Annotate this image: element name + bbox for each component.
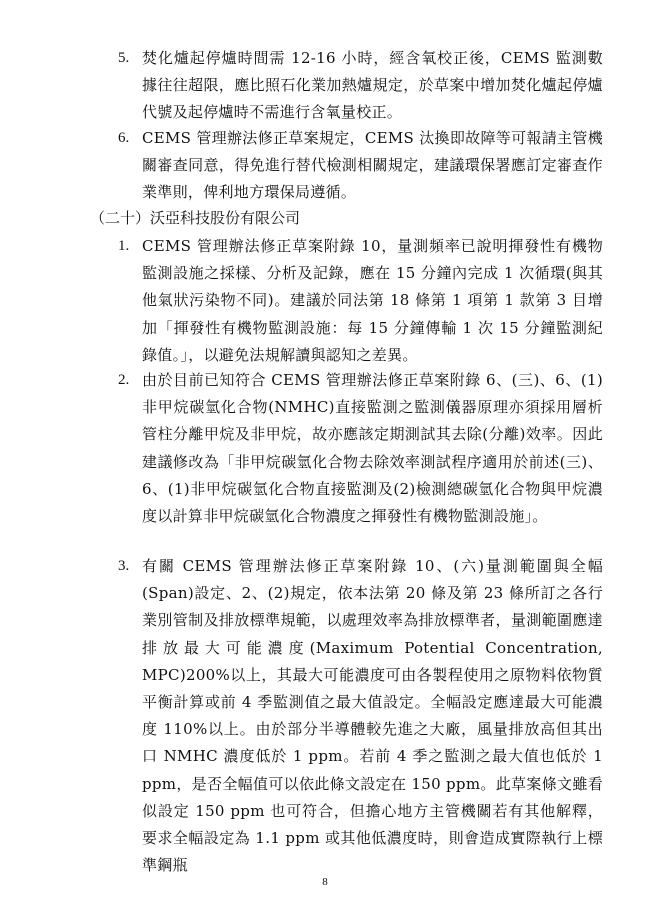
list-item-6 bbox=[118, 125, 603, 207]
item-number: 2. bbox=[118, 372, 130, 388]
list-item-2 bbox=[118, 367, 603, 530]
item-number: 3. bbox=[118, 558, 130, 574]
page-number: 8 bbox=[322, 876, 328, 888]
section-heading: （二十）沃亞科技股份有限公司 bbox=[90, 209, 301, 227]
item-text: 由於目前已知符合 CEMS 管理辦法修正草案附錄 6、(三)、6、(1)非甲烷碳氫化合物(NMHC)直接監測之監測儀器原理亦須採用層析管柱分離甲烷及非甲烷，故亦應該定期測試其去除(分離)效率。因此建議修改為「非甲烷碳氫化合物去除效率測試程序適用於前述(三)、6、(1)非甲烷碳氫化合物直接監測及(2)檢測總碳氫化合物與甲烷濃度以計算非甲烷碳氫化合物濃度之揮發性有機物監測設施」。 bbox=[142, 371, 603, 526]
item-text: CEMS 管理辦法修正草案附錄 10，量測頻率已說明揮發性有機物監測設施之採樣、分析及記錄，應在 15 分鐘內完成 1 次循環(與其他氣狀污染物不同)。建議於同法第 18 條第 1 項第 1 款第 3 目增加「揮發性有機物監測設施：每 15 分鐘傳輸 1 次 15 分鐘監測紀錄值。」，以避免法規解讀與認知之差異。 bbox=[142, 237, 603, 364]
list-item-1 bbox=[118, 233, 603, 369]
item-text: CEMS 管理辦法修正草案規定，CEMS 汰換即故障等可報請主管機關審查同意，得免進行替代檢測相關規定，建議環保署應訂定審查作業準則，俾利地方環保局遵循。 bbox=[142, 129, 603, 202]
item-number: 5. bbox=[118, 50, 130, 66]
item-text: 焚化爐起停爐時間需 12-16 小時，經含氧校正後，CEMS 監測數據往往超限，應比照石化業加熱爐規定，於草案中增加焚化爐起停爐代號及起停爐時不需進行含氧量校正。 bbox=[142, 49, 603, 122]
list-item-3 bbox=[118, 553, 603, 879]
item-text: 有關 CEMS 管理辦法修正草案附錄 10、(六)量測範圍與全幅(Span)設定、2、(2)規定，依本法第 20 條及第 23 條所訂之各行業別管制及排放標準規範，以處理效率為排放標準者，量測範圍應達排放最大可能濃度(Maximum Potential Concentration, MPC)200%以上，其最大可能濃度可由各製程使用之原物料依物質平衡計算或前 4 季監測值之最大值設定。全幅設定應達最大可能濃度 110%以上。由於部分半導體較先進之大廠，風量排放高但其出口 NMHC 濃度低於 1 ppm。若前 4 季之監測之最大值也低於 1 ppm，是否全幅值可以依此條文設定在 150 ppm。此草案條文雖看似設定 150 ppm 也可符合，但擔心地方主管機關若有其他解釋，要求全幅設定為 1.1 ppm 或其他低濃度時，則會造成實際執行上標準鋼瓶 bbox=[142, 557, 603, 875]
item-number: 6. bbox=[118, 130, 130, 146]
list-item-5 bbox=[118, 45, 603, 127]
item-number: 1. bbox=[118, 238, 130, 254]
